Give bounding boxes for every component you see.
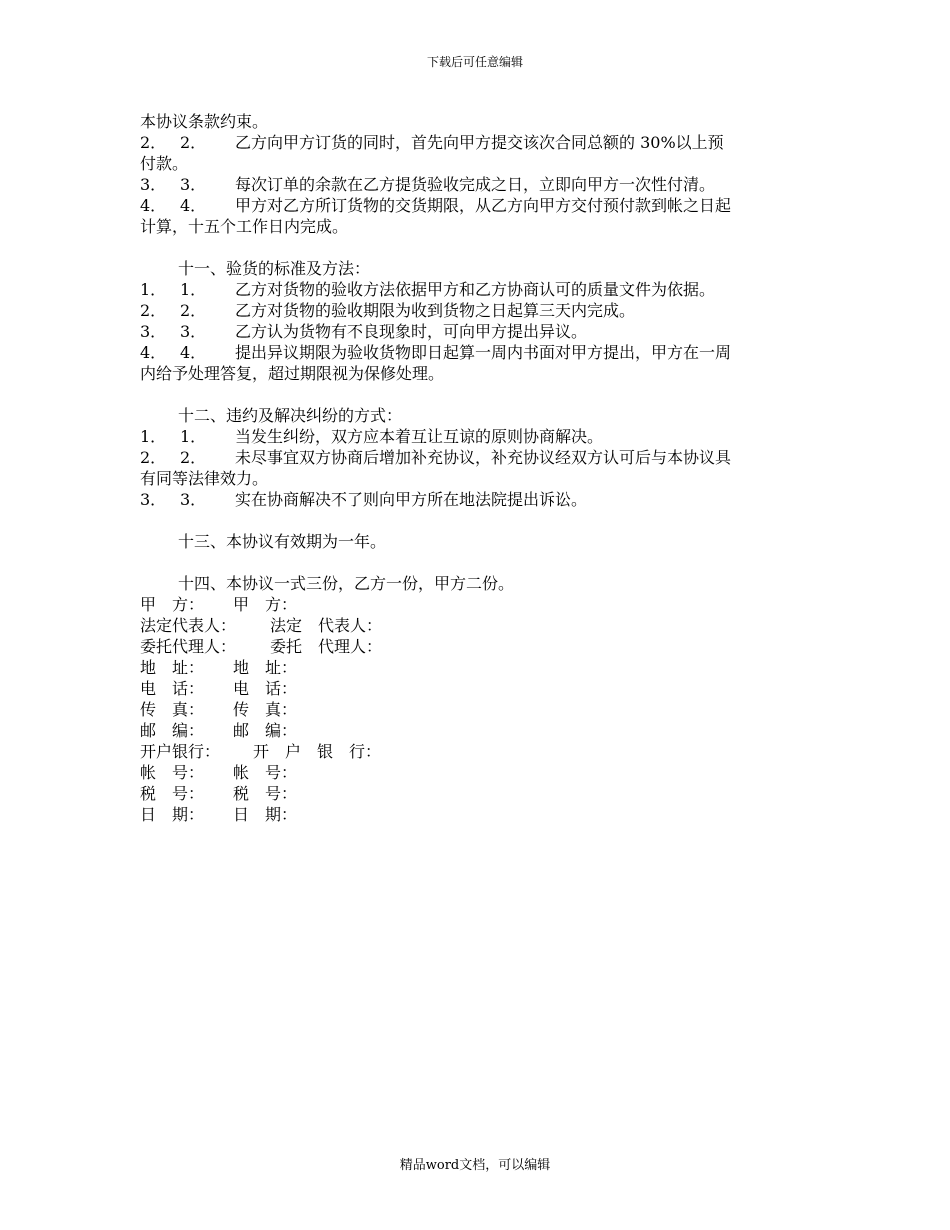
item-number: 4． — [140, 196, 167, 215]
legal-rep-label-right: 法定 代表人： — [270, 616, 383, 635]
agent-label-left: 委托代理人： — [140, 637, 237, 656]
section-11-title: 十一、验货的标准及方法： — [178, 259, 371, 278]
section-12-title: 十二、违约及解决纠纷的方式： — [178, 406, 403, 425]
item-number: 3． — [180, 175, 207, 194]
item-text: 未尽事宜双方协商后增加补充协议，补充协议经双方认可后与本协议具 — [235, 448, 732, 467]
item-number: 3． — [140, 490, 167, 509]
item-number: 2． — [140, 133, 167, 152]
address-label-left: 地 址： — [140, 658, 205, 677]
tax-label-left: 税 号： — [140, 784, 205, 803]
payment-item — [140, 132, 820, 174]
fax-label-right: 传 真： — [233, 700, 298, 719]
signature-block — [140, 594, 820, 825]
item-number: 1． — [140, 427, 167, 446]
fax-label-left: 传 真： — [140, 700, 205, 719]
item-text-cont: 计算，十五个工作日内完成。 — [140, 217, 349, 236]
item-text: 实在协商解决不了则向甲方所在地法院提出诉讼。 — [235, 490, 588, 509]
item-number: 4． — [180, 343, 207, 362]
address-label-right: 地 址： — [233, 658, 298, 677]
zip-label-left: 邮 编： — [140, 721, 205, 740]
party-label-left: 甲 方： — [140, 595, 205, 614]
item-text: 提出异议期限为验收货物即日起算一周内书面对甲方提出，甲方在一周 — [235, 343, 732, 362]
section-13: 十三、本协议有效期为一年。 — [178, 532, 387, 551]
phone-label-left: 电 话： — [140, 679, 205, 698]
page-footer: 精品word文档，可以编辑 — [399, 1158, 551, 1173]
item-text: 乙方向甲方订货的同时，首先向甲方提交该次合同总额的 30%以上预 — [235, 133, 724, 152]
item-number: 2． — [180, 301, 207, 320]
date-label-left: 日 期： — [140, 805, 205, 824]
page-header: 下载后可任意编辑 — [426, 55, 523, 69]
item-number: 3． — [140, 175, 167, 194]
account-label-right: 帐 号： — [233, 763, 298, 782]
item-text: 乙方对货物的验收期限为收到货物之日起算三天内完成。 — [235, 301, 636, 320]
item-text-cont: 付款。 — [140, 154, 189, 173]
item-number: 1． — [180, 427, 207, 446]
item-text-cont: 有同等法律效力。 — [140, 469, 269, 488]
document-body — [140, 111, 820, 825]
item-number: 3． — [180, 322, 207, 341]
zip-label-right: 邮 编： — [233, 721, 298, 740]
legal-rep-label-left: 法定代表人： — [140, 616, 237, 635]
payment-item — [140, 174, 820, 195]
date-label-right: 日 期： — [233, 805, 298, 824]
bank-label-left: 开户银行： — [140, 742, 221, 761]
item-text: 乙方认为货物有不良现象时，可向甲方提出异议。 — [235, 322, 588, 341]
payment-item — [140, 195, 820, 237]
item-number: 2． — [180, 448, 207, 467]
tax-label-right: 税 号： — [233, 784, 298, 803]
item-text: 甲方对乙方所订货物的交货期限，从乙方向甲方交付预付款到帐之日起 — [235, 196, 732, 215]
party-label-right: 甲 方： — [233, 595, 298, 614]
item-number: 4． — [180, 196, 207, 215]
item-number: 3． — [180, 490, 207, 509]
intro-line: 本协议条款约束。 — [140, 112, 269, 131]
agent-label-right: 委托 代理人： — [270, 637, 383, 656]
bank-label-right: 开 户 银 行： — [253, 742, 382, 761]
item-number: 2． — [180, 133, 207, 152]
item-number: 3． — [140, 322, 167, 341]
item-number: 1． — [140, 280, 167, 299]
section-14: 十四、本协议一式三份，乙方一份，甲方二份。 — [178, 574, 515, 593]
phone-label-right: 电 话： — [233, 679, 298, 698]
item-number: 4． — [140, 343, 167, 362]
item-text: 乙方对货物的验收方法依据甲方和乙方协商认可的质量文件为依据。 — [235, 280, 716, 299]
item-number: 2． — [140, 301, 167, 320]
item-number: 1． — [180, 280, 207, 299]
item-number: 2． — [140, 448, 167, 467]
account-label-left: 帐 号： — [140, 763, 205, 782]
item-text: 当发生纠纷，双方应本着互让互谅的原则协商解决。 — [235, 427, 604, 446]
item-text-cont: 内给予处理答复，超过期限视为保修处理。 — [140, 364, 445, 383]
item-text: 每次订单的余款在乙方提货验收完成之日，立即向甲方一次性付清。 — [235, 175, 716, 194]
